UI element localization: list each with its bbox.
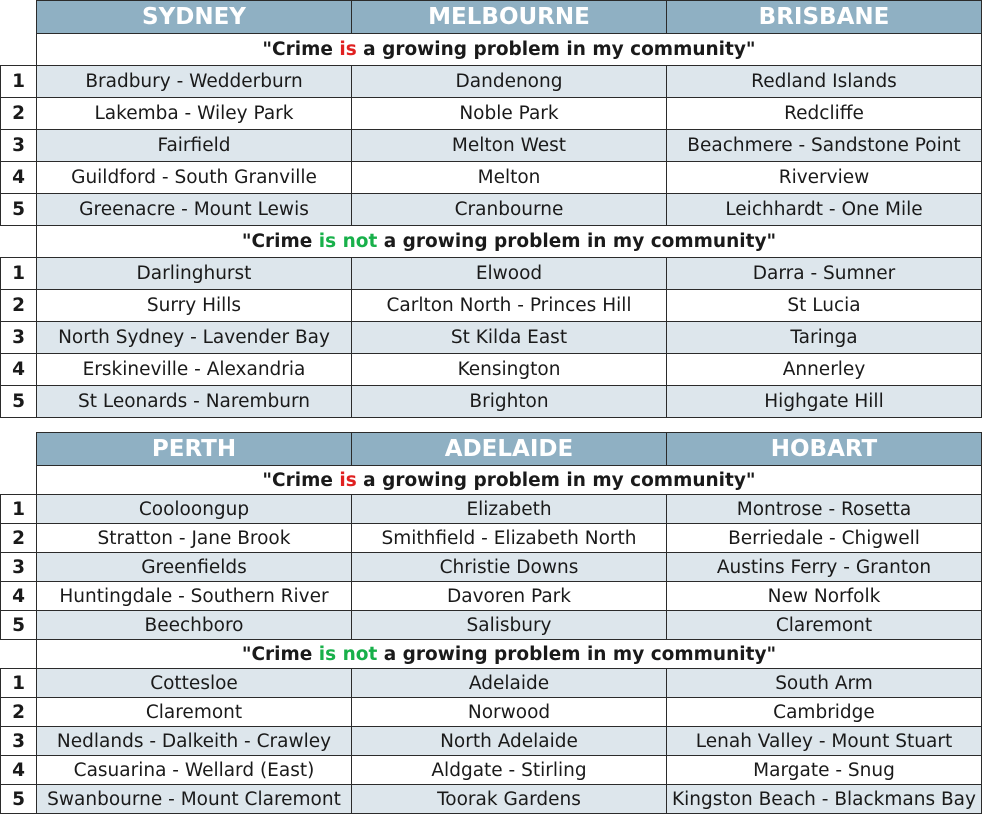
suburb-cell: North Adelaide — [352, 727, 667, 756]
suburb-cell: Kensington — [352, 354, 667, 386]
suburb-cell: Norwood — [352, 698, 667, 727]
section-suffix: a growing problem in my community" — [377, 231, 777, 252]
rank-number: 5 — [1, 194, 37, 226]
section-keyword: is — [339, 39, 357, 60]
rank-number: 1 — [1, 669, 37, 698]
section-title-row — [1, 226, 982, 258]
rank-number: 1 — [1, 66, 37, 98]
rank-number: 2 — [1, 698, 37, 727]
rank-number: 1 — [1, 495, 37, 524]
suburb-cell: Kingston Beach - Blackmans Bay — [667, 785, 982, 814]
city-header: ADELAIDE — [352, 433, 667, 466]
city-header-row — [1, 433, 982, 466]
suburb-cell: Adelaide — [352, 669, 667, 698]
section-keyword: is — [339, 469, 357, 491]
table-row — [1, 698, 982, 727]
suburb-cell: Noble Park — [352, 98, 667, 130]
suburb-cell: Annerley — [667, 354, 982, 386]
suburb-cell: Erskineville - Alexandria — [37, 354, 352, 386]
suburb-cell: Toorak Gardens — [352, 785, 667, 814]
suburb-cell: Beachmere - Sandstone Point — [667, 130, 982, 162]
table-row — [1, 258, 982, 290]
section-title — [37, 466, 982, 495]
suburb-cell: Montrose - Rosetta — [667, 495, 982, 524]
section-keyword: is not — [318, 231, 378, 252]
suburb-cell: Lenah Valley - Mount Stuart — [667, 727, 982, 756]
suburb-cell: St Lucia — [667, 290, 982, 322]
table-row — [1, 290, 982, 322]
city-header-row — [1, 1, 982, 34]
table-row — [1, 727, 982, 756]
section-blank — [1, 640, 37, 669]
suburb-cell: Darlinghurst — [37, 258, 352, 290]
suburb-cell: Casuarina - Wellard (East) — [37, 756, 352, 785]
suburb-cell: Nedlands - Dalkeith - Crawley — [37, 727, 352, 756]
rank-number: 3 — [1, 130, 37, 162]
rank-number: 5 — [1, 386, 37, 418]
suburb-cell: Berriedale - Chigwell — [667, 524, 982, 553]
table-row — [1, 669, 982, 698]
table-row — [1, 162, 982, 194]
suburb-cell: Christie Downs — [352, 553, 667, 582]
suburb-cell: Cottesloe — [37, 669, 352, 698]
table-row — [1, 611, 982, 640]
section-title-row — [1, 640, 982, 669]
suburb-cell: Lakemba - Wiley Park — [37, 98, 352, 130]
suburb-cell: Dandenong — [352, 66, 667, 98]
suburb-cell: Redcliffe — [667, 98, 982, 130]
suburb-cell: Beechboro — [37, 611, 352, 640]
section-keyword: is not — [318, 643, 378, 665]
section-title — [37, 640, 982, 669]
suburb-cell: Margate - Snug — [667, 756, 982, 785]
rank-number: 4 — [1, 756, 37, 785]
table-row — [1, 785, 982, 814]
suburb-cell: Claremont — [667, 611, 982, 640]
suburb-cell: New Norfolk — [667, 582, 982, 611]
table-row — [1, 322, 982, 354]
suburb-cell: Fairfield — [37, 130, 352, 162]
suburb-cell: Smithfield - Elizabeth North — [352, 524, 667, 553]
suburb-cell: Melton — [352, 162, 667, 194]
section-blank — [1, 226, 37, 258]
city-header: HOBART — [667, 433, 982, 466]
suburb-cell: Austins Ferry - Granton — [667, 553, 982, 582]
suburb-cell: St Leonards - Naremburn — [37, 386, 352, 418]
corner-blank — [1, 433, 37, 466]
rank-number: 4 — [1, 582, 37, 611]
suburb-cell: South Arm — [667, 669, 982, 698]
section-prefix: "Crime — [241, 231, 319, 252]
table-row — [1, 756, 982, 785]
table-row — [1, 553, 982, 582]
city-header: MELBOURNE — [352, 1, 667, 34]
suburb-cell: Brighton — [352, 386, 667, 418]
suburb-cell: Cranbourne — [352, 194, 667, 226]
table-row — [1, 98, 982, 130]
suburb-cell: Leichhardt - One Mile — [667, 194, 982, 226]
suburb-cell: Cambridge — [667, 698, 982, 727]
table-row — [1, 130, 982, 162]
suburb-cell: Darra - Sumner — [667, 258, 982, 290]
suburb-cell: Salisbury — [352, 611, 667, 640]
suburb-cell: North Sydney - Lavender Bay — [37, 322, 352, 354]
rank-number: 1 — [1, 258, 37, 290]
rank-number: 3 — [1, 727, 37, 756]
rank-number: 4 — [1, 162, 37, 194]
rank-number: 2 — [1, 290, 37, 322]
section-blank — [1, 34, 37, 66]
section-title — [37, 226, 982, 258]
section-title-row — [1, 466, 982, 495]
rank-number: 2 — [1, 524, 37, 553]
table-row — [1, 524, 982, 553]
suburb-cell: Melton West — [352, 130, 667, 162]
suburb-cell: Elwood — [352, 258, 667, 290]
section-title — [37, 34, 982, 66]
suburb-cell: Greenfields — [37, 553, 352, 582]
suburb-cell: Elizabeth — [352, 495, 667, 524]
suburb-cell: St Kilda East — [352, 322, 667, 354]
rank-number: 3 — [1, 322, 37, 354]
section-prefix: "Crime — [262, 469, 340, 491]
suburb-cell: Redland Islands — [667, 66, 982, 98]
suburb-cell: Bradbury - Wedderburn — [37, 66, 352, 98]
rank-number: 3 — [1, 553, 37, 582]
section-suffix: a growing problem in my community" — [377, 643, 777, 665]
suburb-cell: Riverview — [667, 162, 982, 194]
crime-table-west-south — [0, 432, 982, 814]
table-row — [1, 386, 982, 418]
suburb-cell: Cooloongup — [37, 495, 352, 524]
table-row — [1, 495, 982, 524]
suburb-cell: Swanbourne - Mount Claremont — [37, 785, 352, 814]
suburb-cell: Greenacre - Mount Lewis — [37, 194, 352, 226]
section-suffix: a growing problem in my community" — [356, 469, 756, 491]
table-row — [1, 354, 982, 386]
section-prefix: "Crime — [241, 643, 319, 665]
rank-number: 4 — [1, 354, 37, 386]
table-row — [1, 194, 982, 226]
suburb-cell: Surry Hills — [37, 290, 352, 322]
section-blank — [1, 466, 37, 495]
suburb-cell: Taringa — [667, 322, 982, 354]
suburb-cell: Guildford - South Granville — [37, 162, 352, 194]
city-header: PERTH — [37, 433, 352, 466]
table-row — [1, 582, 982, 611]
rank-number: 5 — [1, 785, 37, 814]
suburb-cell: Davoren Park — [352, 582, 667, 611]
suburb-cell: Stratton - Jane Brook — [37, 524, 352, 553]
rank-number: 2 — [1, 98, 37, 130]
suburb-cell: Claremont — [37, 698, 352, 727]
corner-blank — [1, 1, 37, 34]
rank-number: 5 — [1, 611, 37, 640]
section-prefix: "Crime — [262, 39, 340, 60]
city-header: SYDNEY — [37, 1, 352, 34]
section-title-row — [1, 34, 982, 66]
city-header: BRISBANE — [667, 1, 982, 34]
suburb-cell: Highgate Hill — [667, 386, 982, 418]
table-row — [1, 66, 982, 98]
suburb-cell: Aldgate - Stirling — [352, 756, 667, 785]
section-suffix: a growing problem in my community" — [356, 39, 756, 60]
suburb-cell: Carlton North - Princes Hill — [352, 290, 667, 322]
suburb-cell: Huntingdale - Southern River — [37, 582, 352, 611]
